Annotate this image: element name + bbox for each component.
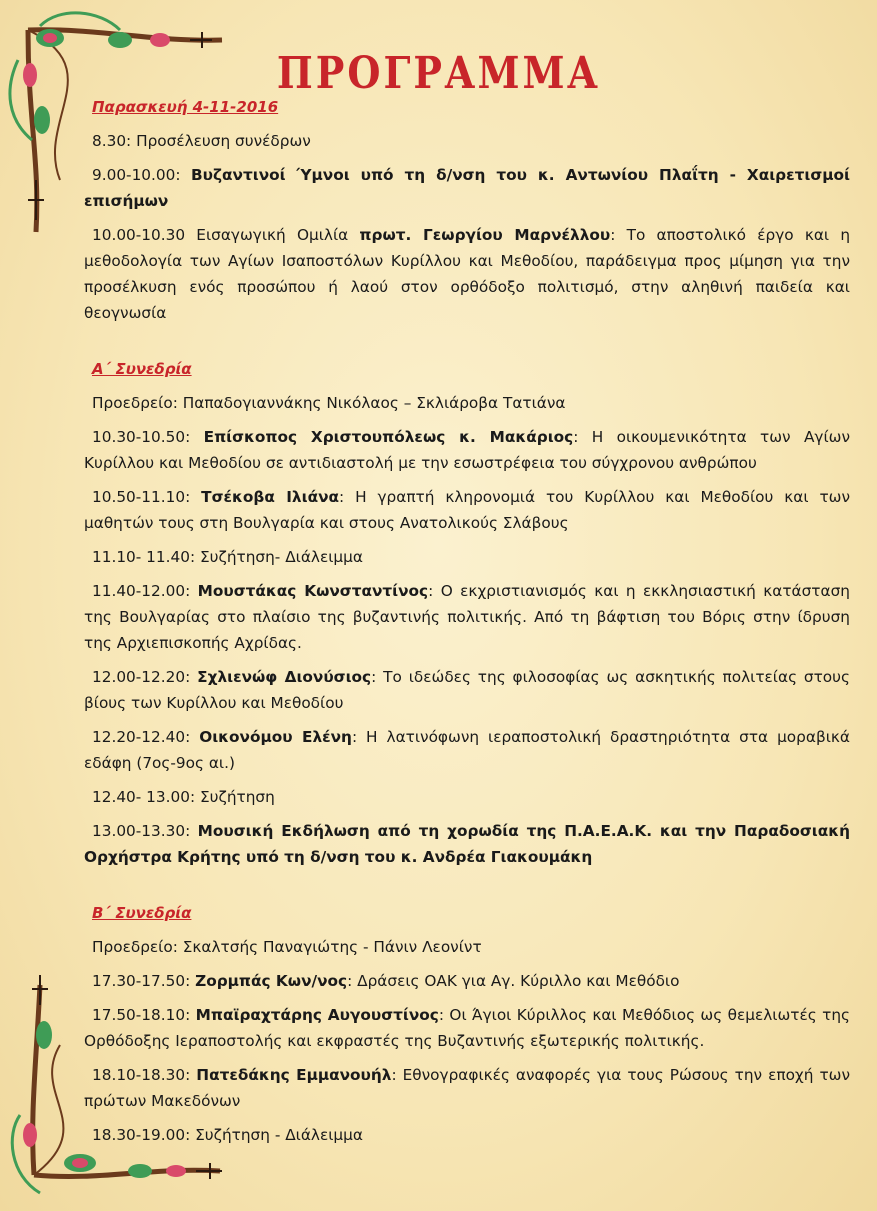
session-b-heading: Β΄ Συνεδρία (92, 904, 192, 922)
session-a-list (84, 390, 850, 870)
entry-text: Συζήτηση- Διάλειμμα (199, 548, 363, 566)
entry-speaker: Μουστάκας Κωνσταντίνος (197, 582, 429, 600)
entry-speaker: Οικονόμου Ελένη (199, 728, 352, 746)
entry-text: : Εθνογραφικές αναφορές για τους Ρώσους την εποχή των πρώτων Μακεδόνων (84, 1066, 851, 1110)
day-heading: Παρασκευή 4-11-2016 (92, 98, 279, 116)
program-entry (84, 390, 850, 416)
entry-time: 10.30-10.50: (92, 428, 204, 446)
entry-time: Προεδρείο: (92, 394, 183, 412)
entry-time: 12.20-12.40: (92, 728, 200, 746)
entry-text: Συζήτηση - Διάλειμμα (195, 1126, 363, 1144)
entry-text: Προσέλευση συνέδρων (136, 132, 311, 150)
program-entry (84, 162, 850, 214)
entry-text: : Το ιδεώδες της φιλοσοφίας ως ασκητικής πολιτείας στους βίους των Κυρίλλου και Μεθοδίου (84, 668, 850, 712)
program-entry (84, 724, 850, 776)
entry-time: 8.30: (92, 132, 137, 150)
page-title: ΠΡΟΓΡΑΜΜΑ (276, 46, 601, 99)
program-entry (84, 968, 850, 994)
entry-text: Παπαδογιαννάκης Νικόλαος – Σκλιάροβα Τατιάνα (182, 394, 566, 412)
program-entry (84, 818, 850, 870)
program-entry (84, 424, 850, 476)
program-entry (84, 484, 850, 536)
entry-time: 18.30-19.00: (92, 1126, 196, 1144)
entry-time: 11.40-12.00: (92, 582, 198, 600)
program-entry (84, 934, 850, 960)
entry-time: 11.10- 11.40: (92, 548, 200, 566)
entry-time: 12.00-12.20: (92, 668, 198, 686)
entry-time: 17.50-18.10: (92, 1006, 196, 1024)
program-entry (84, 544, 850, 570)
entry-time: 10.50-11.10: (92, 488, 202, 506)
entry-text: : Ο εκχριστιανισμός και η εκκλησιαστική κατάσταση της Βουλγαρίας στο πλαίσιο της βυζαντινής πολιτικής. Από τη βάφτιση του Βόρις στην ίδρυση της Αρχιεπισκοπής Αχρίδας. (84, 582, 850, 652)
program-entry (84, 1122, 850, 1148)
program-entry (84, 128, 850, 154)
session-a-heading: Α΄ Συνεδρία (92, 360, 192, 378)
entry-text: : Το αποστολικό έργο και η μεθοδολογία των Αγίων Ισαποστόλων Κυρίλλου και Μεθοδίου, παράδειγμα προς μίμηση για την προσέλκυση ενός προσώπου ή λαού στον ορθόδοξο πολιτισμό, στην αληθινή παιδεία και θεογνωσία (84, 226, 851, 322)
program-entry (84, 1002, 850, 1054)
entry-speaker: Πατεδάκης Εμμανουήλ (196, 1066, 392, 1084)
entry-speaker: Τσέκοβα Ιλιάνα (201, 488, 340, 506)
session-b-list (84, 934, 850, 1148)
entry-text: Σκαλτσής Παναγιώτης - Πάνιν Λεονίντ (182, 938, 482, 956)
entry-speaker: Μπαϊραχτάρης Αυγουστίνος (195, 1006, 439, 1024)
entry-time: 13.00-13.30: (92, 822, 198, 840)
entry-speaker: Ζορμπάς Κων/νος (195, 972, 348, 990)
program-entry (84, 1062, 850, 1114)
entry-speaker: Επίσκοπος Χριστουπόλεως κ. Μακάριος (203, 428, 574, 446)
entry-time: 17.30-17.50: (92, 972, 196, 990)
program-entry (84, 664, 850, 716)
entry-time: 10.00-10.30 Εισαγωγική Ομιλία (92, 226, 360, 244)
entry-text: : Η γραπτή κληρονομιά του Κυρίλλου και Μεθοδίου και των μαθητών τους στη Βουλγαρία και στους Ανατολικούς Σλάβους (84, 488, 851, 532)
entry-time: 9.00-10.00: (92, 166, 192, 184)
entry-text: : Η λατινόφωνη ιεραποστολική δραστηριότητα στα μοραβικά εδάφη (7ος-9ος αι.) (84, 728, 850, 772)
entry-time: 18.10-18.30: (92, 1066, 197, 1084)
entry-time: Προεδρείο: (92, 938, 183, 956)
entry-text: : Δράσεις ΟΑΚ για Αγ. Κύριλλο και Μεθόδιο (347, 972, 680, 990)
entry-text: Συζήτηση (199, 788, 275, 806)
program-content (84, 98, 850, 1156)
entry-text: : Οι Άγιοι Κύριλλος και Μεθόδιος ως θεμελιωτές της Ορθόδοξης Ιεραποστολής και εκφραστές της Βυζαντινής εξωτερικής πολιτικής. (84, 1006, 850, 1050)
opening-list (84, 128, 850, 326)
program-entry (84, 578, 850, 656)
entry-speaker: Μουσική Εκδήλωση από τη χορωδία της Π.Α.Ε.Α.Κ. και την Παραδοσιακή Ορχήστρα Κρήτης υπό τη δ/νση του κ. Ανδρέα Γιακουμάκη (84, 822, 850, 866)
program-entry (84, 784, 850, 810)
program-entry (84, 222, 850, 326)
entry-speaker: Σχλιενώφ Διονύσιος (197, 668, 372, 686)
entry-speaker: πρωτ. Γεωργίου Μαρνέλλου (359, 226, 611, 244)
entry-text: : Η οικουμενικότητα των Αγίων Κυρίλλου και Μεθοδίου σε αντιδιαστολή με την εσωστρέφεια του σύγχρονου ανθρώπου (84, 428, 850, 472)
entry-time: 12.40- 13.00: (92, 788, 200, 806)
entry-speaker: Βυζαντινοί Ύμνοι υπό τη δ/νση του κ. Αντωνίου Πλαΐτη - Χαιρετισμοί επισήμων (84, 166, 850, 210)
